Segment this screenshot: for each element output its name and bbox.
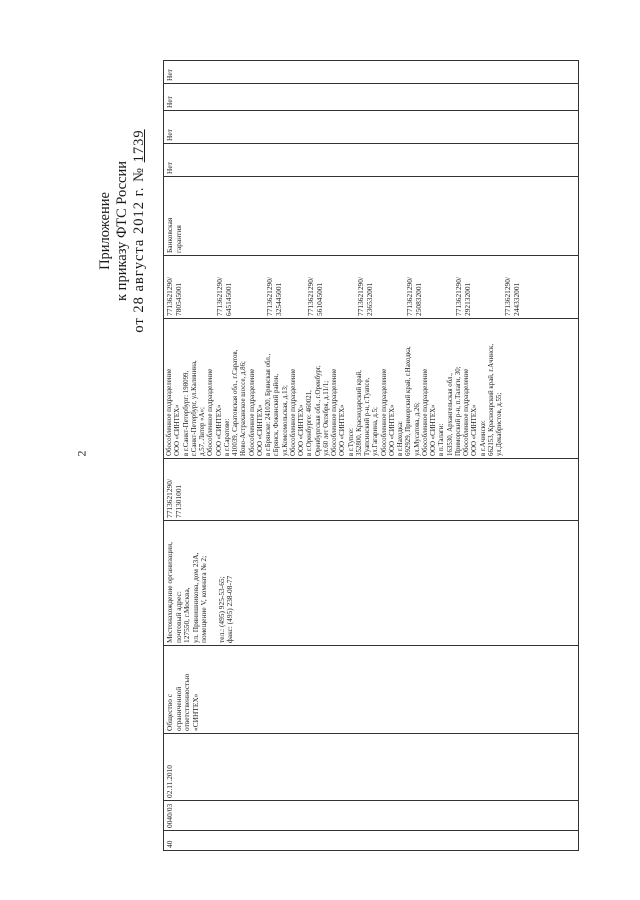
branch-code: 7713621290/ 780545001 [165, 276, 183, 316]
divider-branches [163, 458, 579, 459]
row-index: 40 [165, 840, 174, 848]
branch-code: 7713621290/ 561045001 [306, 276, 324, 316]
header-order-date [131, 81, 148, 381]
divider-code [163, 830, 579, 831]
flag-cell: Нет [165, 96, 174, 108]
branch-code: 7713621290/ 325445001 [265, 276, 283, 316]
row-guarantee: Банковская гарантия [165, 217, 183, 253]
page-number: 2 [74, 450, 89, 457]
row-code: 0040/03 [165, 803, 174, 828]
divider-flag-1 [163, 83, 579, 84]
divider-flag-3 [163, 143, 579, 144]
divider-guarantee [163, 255, 579, 256]
branch-code: 7713621290/ 236532001 [356, 276, 374, 316]
branch-code: 7713621290/ 250832001 [405, 276, 423, 316]
table-border-left [163, 850, 579, 851]
row-branches: Обособленное подразделение ООО «СИНТЕХ» в г.Санкт-Петербург: 198099, г.Санкт-Петербург, ул.Калинина, д.57, Литер «А»; Обособленное подразделение ООО «СИНТЕХ» в г.Саратове: 410039, Саратовская обл., г.Саратов, Ново-Астраханское шоссе, д.86; Обособленное подразделение ООО «СИНТЕХ» в г.Брянске: 241020, Брянская обл., г.Брянск, Фокинский район, ул.Комсомольская, д.13; Обособленное подразделение ООО «СИНТЕХ» в г.Оренбурге: 460021, Оренбургская обл., г.Оренбург, ул.60 лет Октября, д.11/1; Обособленное подразделение ООО «СИНТЕХ» в г.Тупсе: 352800, Краснодарский край, Туапсинский р-н, г.Туапсе, ул.Гагарина, д.5; Обособленное подразделение ООО «СИНТЕХ» в г.Находка: 692929, Приморский край, г.Находка, ул.Мусатова, д.26; Обособленное подразделение ООО «СИНТЕХ» в п.Талаги: 163530, Архангельская обл., Приморский р-н, п.Талаги, 30; Обособленное подразделение ООО «СИНТЕХ» в г.Ачинске: 662153, Красноярский край, г.Ачинск, ул.Декабристов, д.55; [166, 343, 503, 456]
row-location: Местонахождение организации, почтовый адрес: 127550, г.Москва, ул. Прянишникова, дом 23А, помещение V, комната № 2; тел.: (495) 925-53-65; факс: (495) 238-08-77 [165, 542, 235, 643]
divider-org [163, 733, 579, 734]
table-border-top [163, 60, 164, 850]
branch-code: 7713621290/ 244332001 [503, 276, 521, 316]
row-date: 02.11.2010 [165, 765, 174, 798]
row-inn-kpp: 7713621290/ 771301001 [165, 478, 183, 518]
divider-location [163, 645, 579, 646]
header-order-ref: к приказу ФТС России [114, 161, 130, 301]
divider-flag-2 [163, 110, 579, 111]
flag-cell: Нет [165, 69, 174, 81]
divider-flag-4 [163, 176, 579, 177]
table-border-right [163, 60, 579, 61]
flag-cell: Нет [165, 162, 174, 174]
header-annex: Приложение [97, 192, 113, 270]
table-border-bottom [578, 60, 579, 850]
row-org-name: Общество с ограниченной ответственностью «СИНТЕХ» [165, 673, 200, 731]
header-order-date-text: от 28 августа 2012 г. № [131, 166, 147, 333]
divider-date [163, 800, 579, 801]
branch-code: 7713621290/ 645145001 [215, 276, 233, 316]
flag-cell: Нет [165, 129, 174, 141]
header-order-number: 1739 [131, 129, 147, 163]
divider-branch-codes [163, 318, 579, 319]
branch-code: 7713621290/ 292132001 [454, 276, 472, 316]
